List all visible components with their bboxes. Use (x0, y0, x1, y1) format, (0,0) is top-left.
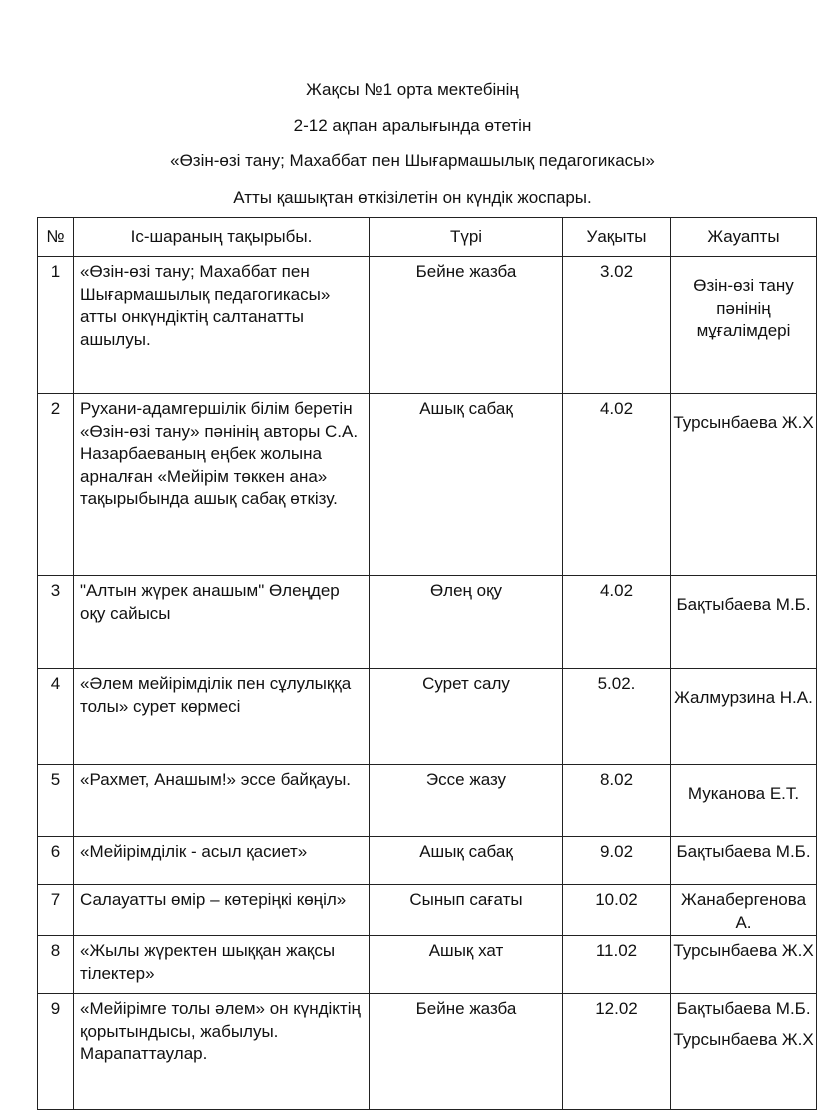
row-type: Сурет салу (370, 669, 563, 765)
header-line-2: 2-12 ақпан аралығында өтетін (293, 116, 532, 135)
responsible-name: Турсынбаева Ж.Х (673, 413, 814, 432)
row-topic: «Өзін-өзі тану; Махаббат пен Шығармашылық педагогикасы» атты онкүндіктің салтанатты ашылуы. (74, 257, 370, 394)
row-number: 1 (38, 257, 74, 394)
row-time: 11.02 (563, 936, 671, 994)
header-topic: Іс-шараның тақырыбы. (74, 218, 370, 257)
table-row (38, 669, 817, 765)
row-time: 4.02 (563, 394, 671, 576)
row-responsible (671, 936, 817, 994)
table-row (38, 394, 817, 576)
row-number: 9 (38, 994, 74, 1110)
row-time: 9.02 (563, 837, 671, 885)
responsible-name: Турсынбаева Ж.Х (673, 941, 814, 960)
table-row (38, 885, 817, 936)
responsible-name: Бақтыбаева М.Б. (676, 999, 811, 1018)
row-topic: «Әлем мейірімділік пен сұлулыққа толы» сурет көрмесі (74, 669, 370, 765)
row-topic: «Жылы жүректен шыққан жақсы тілектер» (74, 936, 370, 994)
header-line-1: Жақсы №1 орта мектебінің (306, 80, 519, 99)
table-row (38, 257, 817, 394)
row-responsible (671, 765, 817, 837)
row-time: 8.02 (563, 765, 671, 837)
row-time: 4.02 (563, 576, 671, 669)
row-time: 10.02 (563, 885, 671, 936)
row-time: 3.02 (563, 257, 671, 394)
header-time: Уақыты (563, 218, 671, 257)
row-number: 3 (38, 576, 74, 669)
row-responsible (671, 576, 817, 669)
row-topic: «Мейірімділік - асыл қасиет» (74, 837, 370, 885)
row-number: 2 (38, 394, 74, 576)
row-type: Өлең оқу (370, 576, 563, 669)
row-responsible (671, 994, 817, 1110)
responsible-name: Жанабергенова А. (680, 890, 807, 932)
row-topic: "Алтын жүрек анашым" Өлеңдер оқу сайысы (74, 576, 370, 669)
responsible-name: Бақтыбаева М.Б. (676, 595, 811, 614)
row-type: Ашық сабақ (370, 394, 563, 576)
row-number: 7 (38, 885, 74, 936)
row-topic: Салауатты өмір – көтеріңкі көңіл» (74, 885, 370, 936)
row-responsible (671, 837, 817, 885)
row-type: Ашық хат (370, 936, 563, 994)
row-number: 6 (38, 837, 74, 885)
row-time: 12.02 (563, 994, 671, 1110)
table-header-row (38, 218, 817, 257)
plan-table (37, 217, 817, 1110)
row-responsible (671, 669, 817, 765)
row-responsible (671, 257, 817, 394)
row-number: 5 (38, 765, 74, 837)
row-type: Эссе жазу (370, 765, 563, 837)
row-responsible (671, 885, 817, 936)
table-body (38, 257, 817, 1110)
table-row (38, 837, 817, 885)
header-responsible: Жауапты (671, 218, 817, 257)
row-type: Ашық сабақ (370, 837, 563, 885)
row-type: Бейне жазба (370, 257, 563, 394)
row-number: 8 (38, 936, 74, 994)
table-row (38, 765, 817, 837)
row-type: Сынып сағаты (370, 885, 563, 936)
row-topic: Рухани-адамгершілік білім беретін «Өзін-өзі тану» пәнінің авторы С.А. Назарбаеваның еңбек жолына арналған «Мейірім төккен ана» тақырыбында ашық сабақ өткізу. (74, 394, 370, 576)
row-type: Бейне жазба (370, 994, 563, 1110)
responsible-name: Бақтыбаева М.Б. (676, 842, 811, 861)
row-responsible (671, 394, 817, 576)
responsible-name: Муканова Е.Т. (687, 784, 800, 803)
row-number: 4 (38, 669, 74, 765)
header-line-4: Атты қашықтан өткізілетін он күндік жоспары. (233, 188, 592, 207)
row-time: 5.02. (563, 669, 671, 765)
table-row (38, 576, 817, 669)
row-topic: «Мейірімге толы әлем» он күндіктің қорытындысы, жабылуы. Марапаттаулар. (74, 994, 370, 1110)
table-row (38, 936, 817, 994)
header-type: Түрі (370, 218, 563, 257)
responsible-name: Жалмурзина Н.А. (674, 688, 813, 707)
header-line-3: «Өзін-өзі тану; Махаббат пен Шығармашылық педагогикасы» (170, 151, 655, 170)
responsible-name: Өзін-өзі тану пәнінің мұғалімдері (693, 276, 794, 340)
row-topic: «Рахмет, Анашым!» эссе байқауы. (74, 765, 370, 837)
responsible-name: Турсынбаева Ж.Х (673, 1029, 814, 1049)
header-num: № (38, 218, 74, 257)
table-row (38, 994, 817, 1110)
